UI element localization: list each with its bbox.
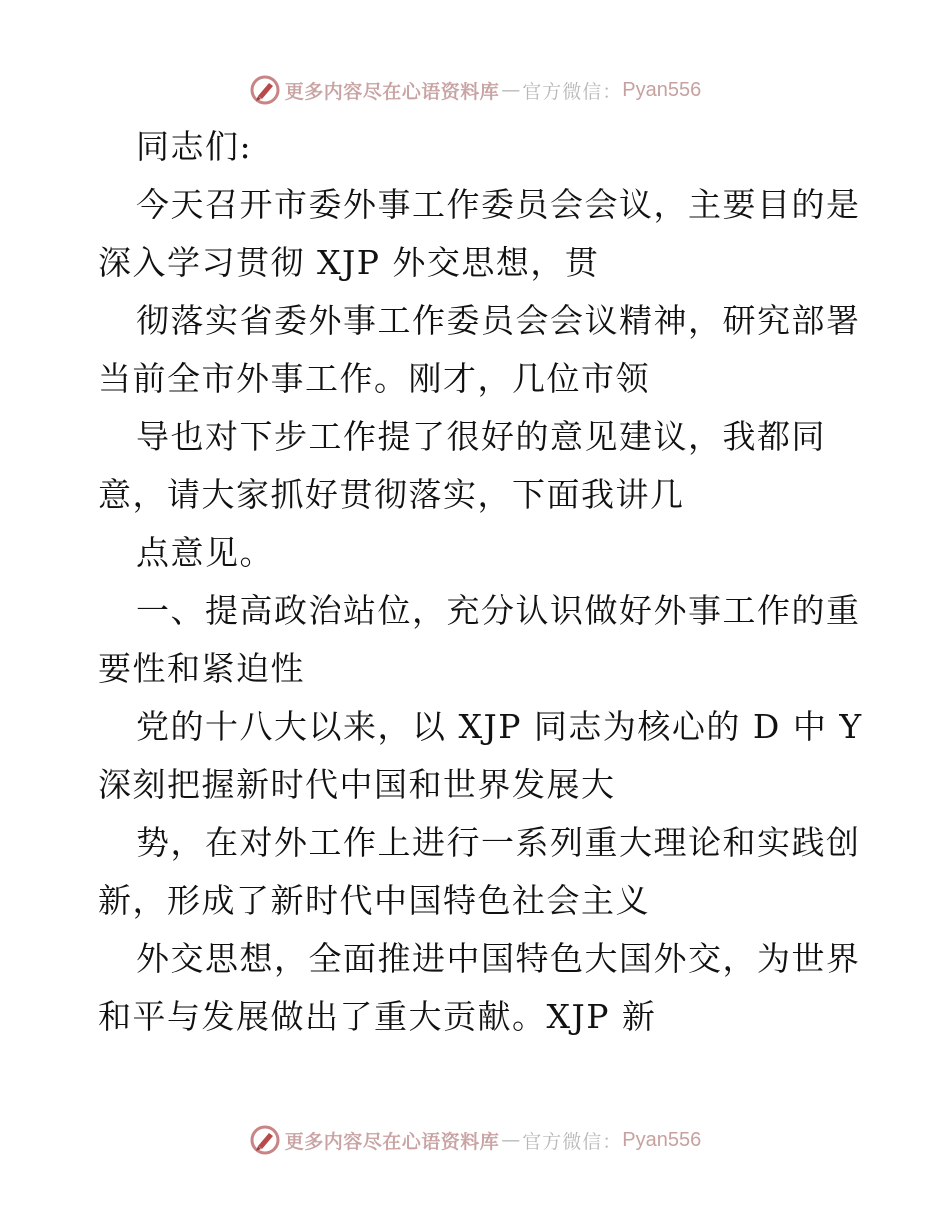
banner-separator: — (501, 79, 521, 101)
text-line: 党的十八大以来，以 XJP 同志为核心的 D 中 Y (136, 707, 863, 746)
wechat-id: Pyan556 (622, 1128, 702, 1151)
text-line: 同志们: (136, 127, 253, 166)
header-watermark-banner (0, 72, 950, 108)
banner-separator: — (501, 1129, 521, 1151)
text-line: 今天召开市委外事工作委员会会议，主要目的是 (136, 185, 861, 224)
document-body (98, 118, 863, 1046)
text-line: 点意见。 (136, 533, 274, 572)
site-name-text: 更多内容尽在心语资料库 (284, 80, 500, 103)
footer-watermark-banner (0, 1122, 950, 1158)
text-line: 彻落实省委外事工作委员会会议精神，研究部署 (136, 301, 861, 340)
wechat-id: Pyan556 (622, 78, 702, 101)
text-line: 势，在对外工作上进行一系列重大理论和实践创 (136, 823, 861, 862)
text-line: 深入学习贯彻 XJP 外交思想，贯 (98, 243, 600, 282)
text-line: 当前全市外事工作。刚才，几位市领 (98, 359, 650, 398)
wechat-label: 官方微信： (522, 1130, 623, 1153)
text-line: 意，请大家抓好贯彻落实，下面我讲几 (98, 475, 685, 514)
section-heading-cont: 要性和紧迫性 (98, 649, 305, 688)
logo-icon (249, 1124, 281, 1156)
section-heading: 一、提高政治站位，充分认识做好外事工作的重 (136, 591, 861, 630)
logo-icon (249, 74, 281, 106)
text-line: 和平与发展做出了重大贡献。XJP 新 (98, 997, 657, 1036)
wechat-label: 官方微信： (522, 80, 623, 103)
text-line: 新，形成了新时代中国特色社会主义 (98, 881, 650, 920)
text-line: 外交思想，全面推进中国特色大国外交，为世界 (136, 939, 861, 978)
text-line: 导也对下步工作提了很好的意见建议，我都同 (136, 417, 826, 456)
text-line: 深刻把握新时代中国和世界发展大 (98, 765, 616, 804)
site-name-text: 更多内容尽在心语资料库 (284, 1130, 500, 1153)
